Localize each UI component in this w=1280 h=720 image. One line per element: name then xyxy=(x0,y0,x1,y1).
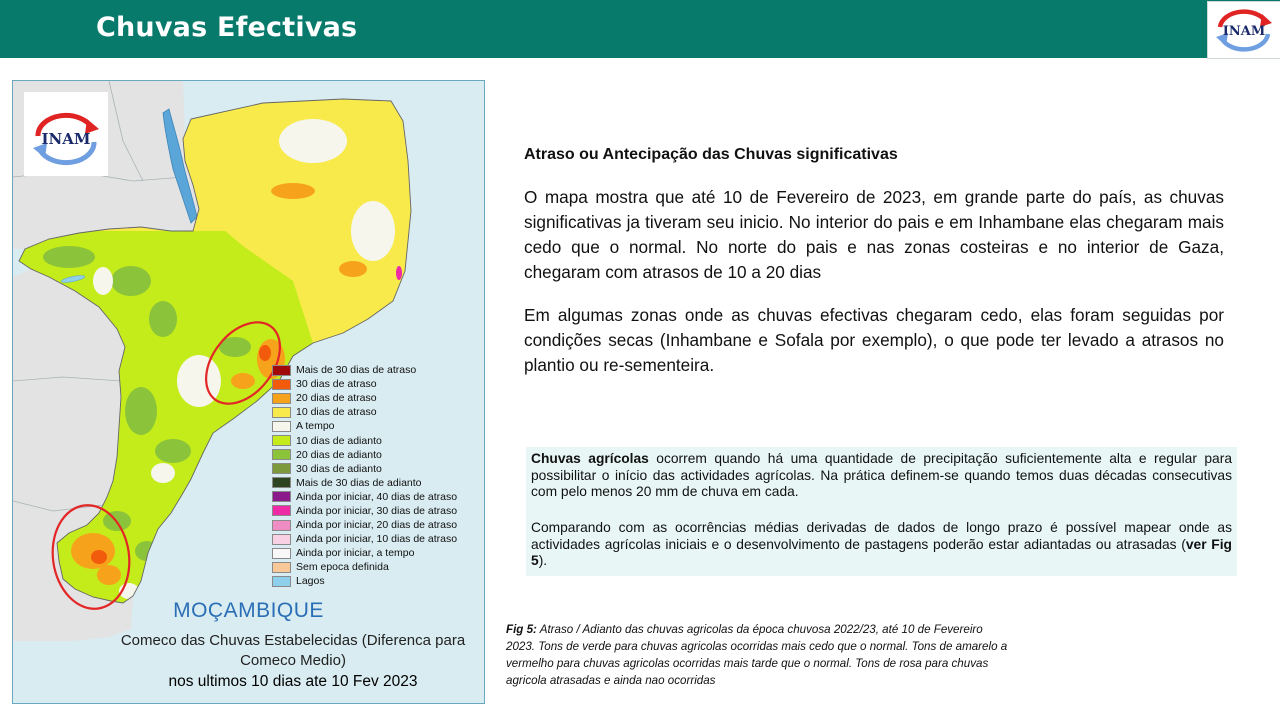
legend-item xyxy=(272,448,457,462)
legend-swatch xyxy=(272,576,291,587)
legend-swatch xyxy=(272,449,291,460)
legend-label: Ainda por iniciar, 40 dias de atraso xyxy=(296,490,458,503)
info-definition xyxy=(531,451,1232,501)
info-definition-text: ocorrem quando há uma quantidade de precipitação suficientemente alta e regular para possibilitar o início das actividades agrícolas. Na prática definem-se quando temos duas décadas consecutivas com pelo menos 20 mm de chuva em cada. xyxy=(531,451,1232,500)
legend-swatch xyxy=(272,520,291,531)
legend-item xyxy=(272,504,457,518)
info-comparison-start: Comparando com as ocorrências médias derivadas de dados de longo prazo é possível mapear onde as actividades agrícolas iniciais e o desenvolvimento de pastagens poderão estar adiantadas ou atrasadas ( xyxy=(531,520,1232,552)
title-bar xyxy=(0,0,1280,58)
legend-label: 10 dias de atraso xyxy=(296,406,377,419)
legend-item xyxy=(272,532,457,546)
legend-label: 20 dias de adianto xyxy=(296,448,382,461)
paragraph-2: Em algumas zonas onde as chuvas efectivas chegaram cedo, elas foram seguidas por condições secas (Inhambane e Sofala por exemplo), o que pode ter levado a atrasos no plantio ou re-sementeira. xyxy=(524,305,1224,375)
legend-swatch xyxy=(272,491,291,502)
legend-label: Mais de 30 dias de adianto xyxy=(296,476,422,489)
legend-item xyxy=(272,419,457,433)
legend-swatch xyxy=(272,505,291,516)
paragraph-1: O mapa mostra que até 10 de Fevereiro de 2023, em grande parte do país, as chuvas significativas ja tiveram seu inicio. No interior do pais e em Inhambane elas chegaram mais cedo que o normal. No norte do pais e nas zonas costeiras e no interior de Gaza, chegaram com atrasos de 10 a 20 dias xyxy=(524,187,1224,282)
legend-label: Mais de 30 dias de atraso xyxy=(296,364,417,377)
legend-swatch xyxy=(272,477,291,488)
legend-swatch xyxy=(272,562,291,573)
legend-swatch xyxy=(272,407,291,418)
legend-item xyxy=(272,377,457,391)
map-caption-date: nos ultimos 10 dias ate 10 Fev 2023 xyxy=(168,673,418,690)
legend-label: 10 dias de adianto xyxy=(296,434,382,447)
map-legend xyxy=(272,363,457,589)
info-term: Chuvas agrícolas xyxy=(531,451,649,466)
legend-swatch xyxy=(272,365,291,376)
figure-caption xyxy=(506,621,1012,689)
legend-item xyxy=(272,574,457,588)
legend-item xyxy=(272,462,457,476)
logo-text: INAM xyxy=(41,130,91,148)
map-country-name: MOÇAMBIQUE xyxy=(173,599,324,622)
legend-item xyxy=(272,546,457,560)
legend-label: Lagos xyxy=(296,575,325,588)
legend-label: 30 dias de atraso xyxy=(296,378,377,391)
figure-caption-label: Fig 5: xyxy=(506,623,537,636)
logo-text: INAM xyxy=(1222,24,1266,39)
legend-item xyxy=(272,433,457,447)
info-fig-reference: ver Fig 5 xyxy=(531,536,1232,569)
info-comparison-end: ). xyxy=(538,553,548,569)
legend-swatch xyxy=(272,463,291,474)
map-caption: Comeco das Chuvas Estabelecidas (Diferenca para Comeco Medio) xyxy=(120,632,466,669)
legend-swatch xyxy=(272,393,291,404)
legend-item xyxy=(272,518,457,532)
info-box xyxy=(526,447,1237,576)
legend-item xyxy=(272,363,457,377)
legend-item xyxy=(272,391,457,405)
legend-label: Ainda por iniciar, a tempo xyxy=(296,547,415,560)
legend-item xyxy=(272,490,457,504)
legend-label: Ainda por iniciar, 10 dias de atraso xyxy=(296,533,458,546)
inam-logo-header xyxy=(1207,1,1280,59)
legend-item xyxy=(272,405,457,419)
legend-label: Ainda por iniciar, 30 dias de atraso xyxy=(296,504,458,517)
legend-item xyxy=(272,560,457,574)
legend-label: 20 dias de atraso xyxy=(296,392,377,405)
mozambique-rainfall-map xyxy=(12,80,485,704)
legend-swatch xyxy=(272,435,291,446)
section-heading: Atraso ou Antecipação das Chuvas significativas xyxy=(524,146,898,163)
legend-label: Ainda por iniciar, 20 dias de atraso xyxy=(296,519,458,532)
legend-item xyxy=(272,476,457,490)
legend-swatch xyxy=(272,421,291,432)
legend-label: A tempo xyxy=(296,420,335,433)
inam-logo-map xyxy=(24,92,108,176)
info-comparison xyxy=(531,520,1232,570)
legend-swatch xyxy=(272,534,291,545)
figure-caption-text: Atraso / Adianto das chuvas agricolas da época chuvosa 2022/23, até 10 de Fevereiro 2023. Tons de verde para chuvas agricolas ocorridas mais cedo que o normal. Tons de amarelo a vermelho para chuvas agricolas ocorridas mais tarde que o normal. Tons de rosa para chuvas agricola atrasadas e ainda nao ocorridas xyxy=(506,623,1008,687)
page-title: Chuvas Efectivas xyxy=(96,12,358,43)
legend-swatch xyxy=(272,379,291,390)
legend-label: 30 dias de adianto xyxy=(296,462,382,475)
legend-label: Sem epoca definida xyxy=(296,561,389,574)
legend-swatch xyxy=(272,548,291,559)
